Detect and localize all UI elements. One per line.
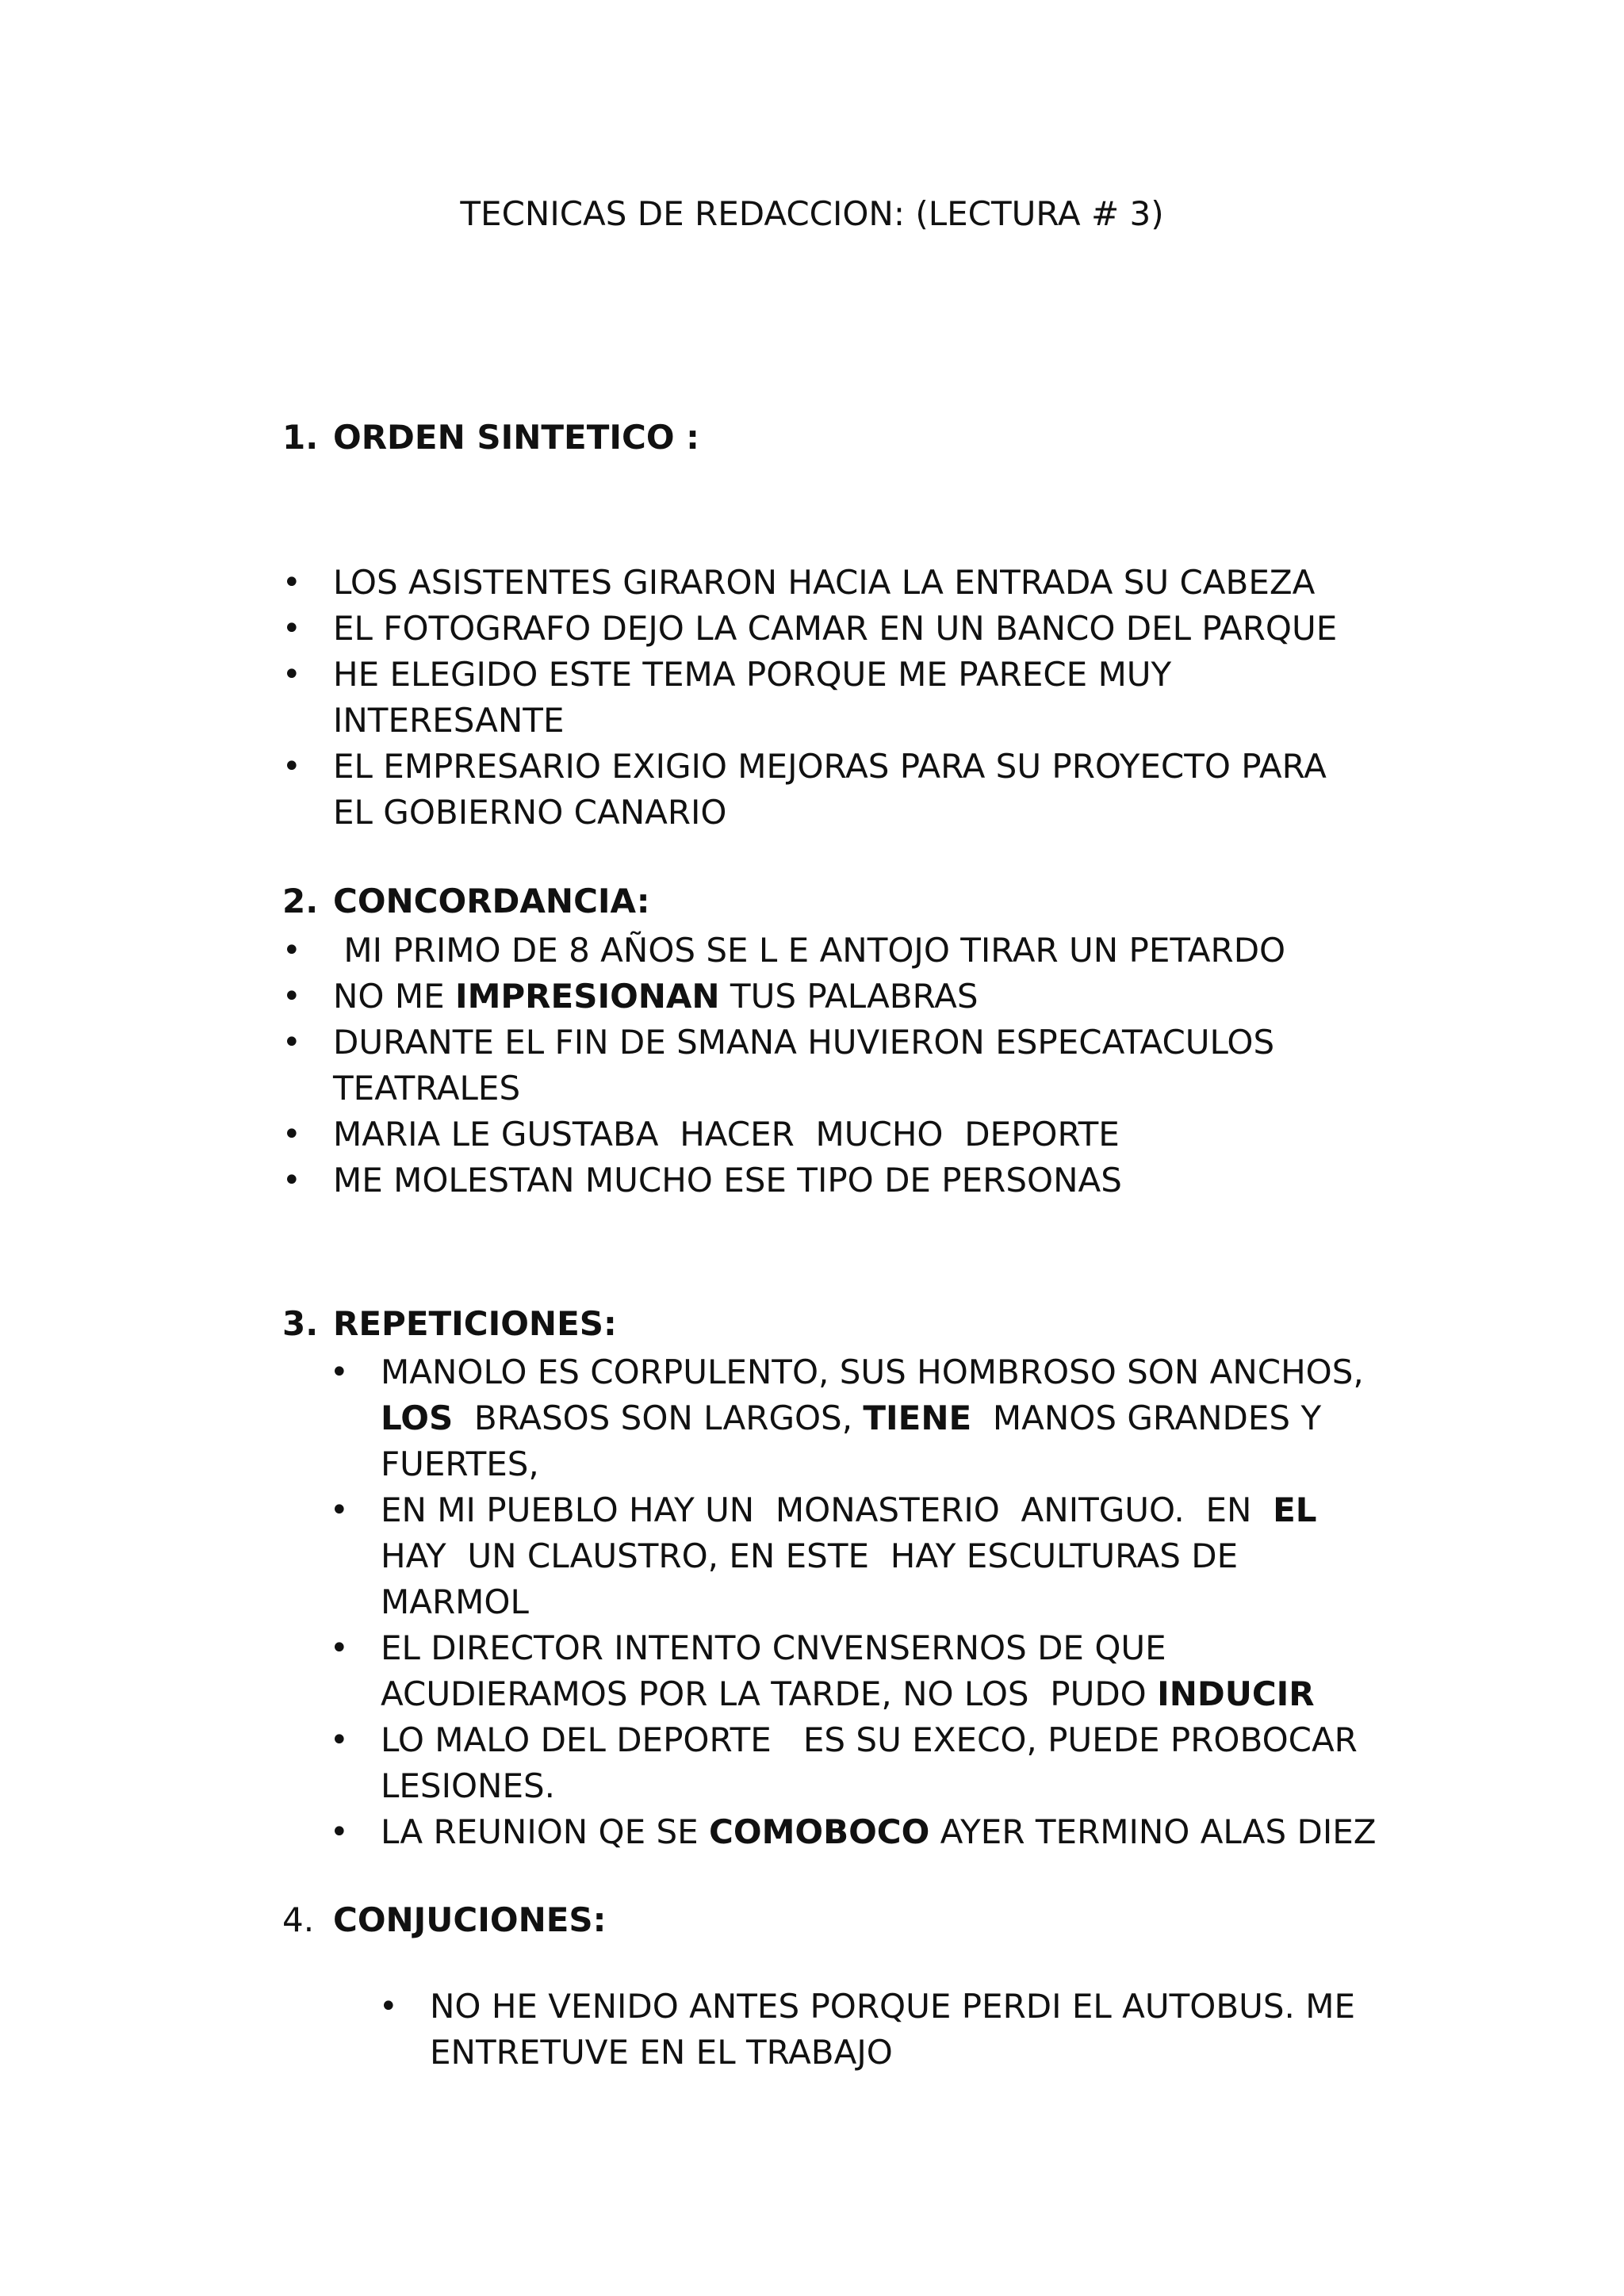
section-heading-repeticiones [282, 1304, 617, 1343]
list-item: • LOS ASISTENTES GIRARON HACIA LA ENTRADA SU CABEZA [333, 560, 1337, 606]
section-heading-orden-sintetico [282, 418, 699, 457]
list-item: • MANOLO ES CORPULENTO, SUS HOMBROSO SON ANCHOS, LOS BRASOS SON LARGOS, TIENE MANOS GRANDES Y FUERTES, [381, 1349, 1377, 1487]
list-item: • NO HE VENIDO ANTES PORQUE PERDI EL AUTOBUS. ME ENTRETUVE EN EL TRABAJO [430, 1984, 1355, 2076]
list-item: • EL EMPRESARIO EXIGIO MEJORAS PARA SU PROYECTO PARA EL GOBIERNO CANARIO [333, 744, 1337, 836]
section-number: 3. [282, 1304, 319, 1343]
list-item: • MARIA LE GUSTABA HACER MUCHO DEPORTE [333, 1112, 1285, 1158]
section-1-list [333, 560, 1337, 836]
section-title: CONJUCIONES: [333, 1900, 607, 1939]
list-item: • HE ELEGIDO ESTE TEMA PORQUE ME PARECE MUY INTERESANTE [333, 652, 1337, 744]
list-item: • LA REUNION QE SE COMOBOCO AYER TERMINO ALAS DIEZ [381, 1809, 1377, 1855]
list-item: • LO MALO DEL DEPORTE ES SU EXECO, PUEDE PROBOCAR LESIONES. [381, 1717, 1377, 1809]
section-number: 1. [282, 418, 319, 457]
list-item: • EL FOTOGRAFO DEJO LA CAMAR EN UN BANCO DEL PARQUE [333, 606, 1337, 652]
section-4-list [430, 1984, 1355, 2076]
list-item: • DURANTE EL FIN DE SMANA HUVIERON ESPECATACULOS TEATRALES [333, 1020, 1285, 1112]
section-heading-concordancia [282, 882, 650, 920]
section-number: 2. [282, 882, 319, 920]
section-3-list [381, 1349, 1377, 1855]
list-item: • NO ME IMPRESIONAN TUS PALABRAS [333, 974, 1285, 1020]
document-title: TECNICAS DE REDACCION: (LECTURA # 3) [460, 194, 1164, 233]
section-number: 4. [282, 1900, 315, 1939]
section-title: REPETICIONES: [333, 1304, 617, 1343]
section-title: CONCORDANCIA: [333, 882, 650, 920]
section-heading-conjuciones [282, 1900, 606, 1939]
list-item: • MI PRIMO DE 8 AÑOS SE L E ANTOJO TIRAR UN PETARDO [333, 928, 1285, 974]
list-item: • EL DIRECTOR INTENTO CNVENSERNOS DE QUE ACUDIERAMOS POR LA TARDE, NO LOS PUDO INDUCIR [381, 1625, 1377, 1717]
section-title: ORDEN SINTETICO : [333, 418, 699, 457]
list-item: • ME MOLESTAN MUCHO ESE TIPO DE PERSONAS [333, 1158, 1285, 1203]
section-2-list [333, 928, 1285, 1203]
list-item: • EN MI PUEBLO HAY UN MONASTERIO ANITGUO. EN EL HAY UN CLAUSTRO, EN ESTE HAY ESCULTURAS DE MARMOL [381, 1487, 1377, 1625]
